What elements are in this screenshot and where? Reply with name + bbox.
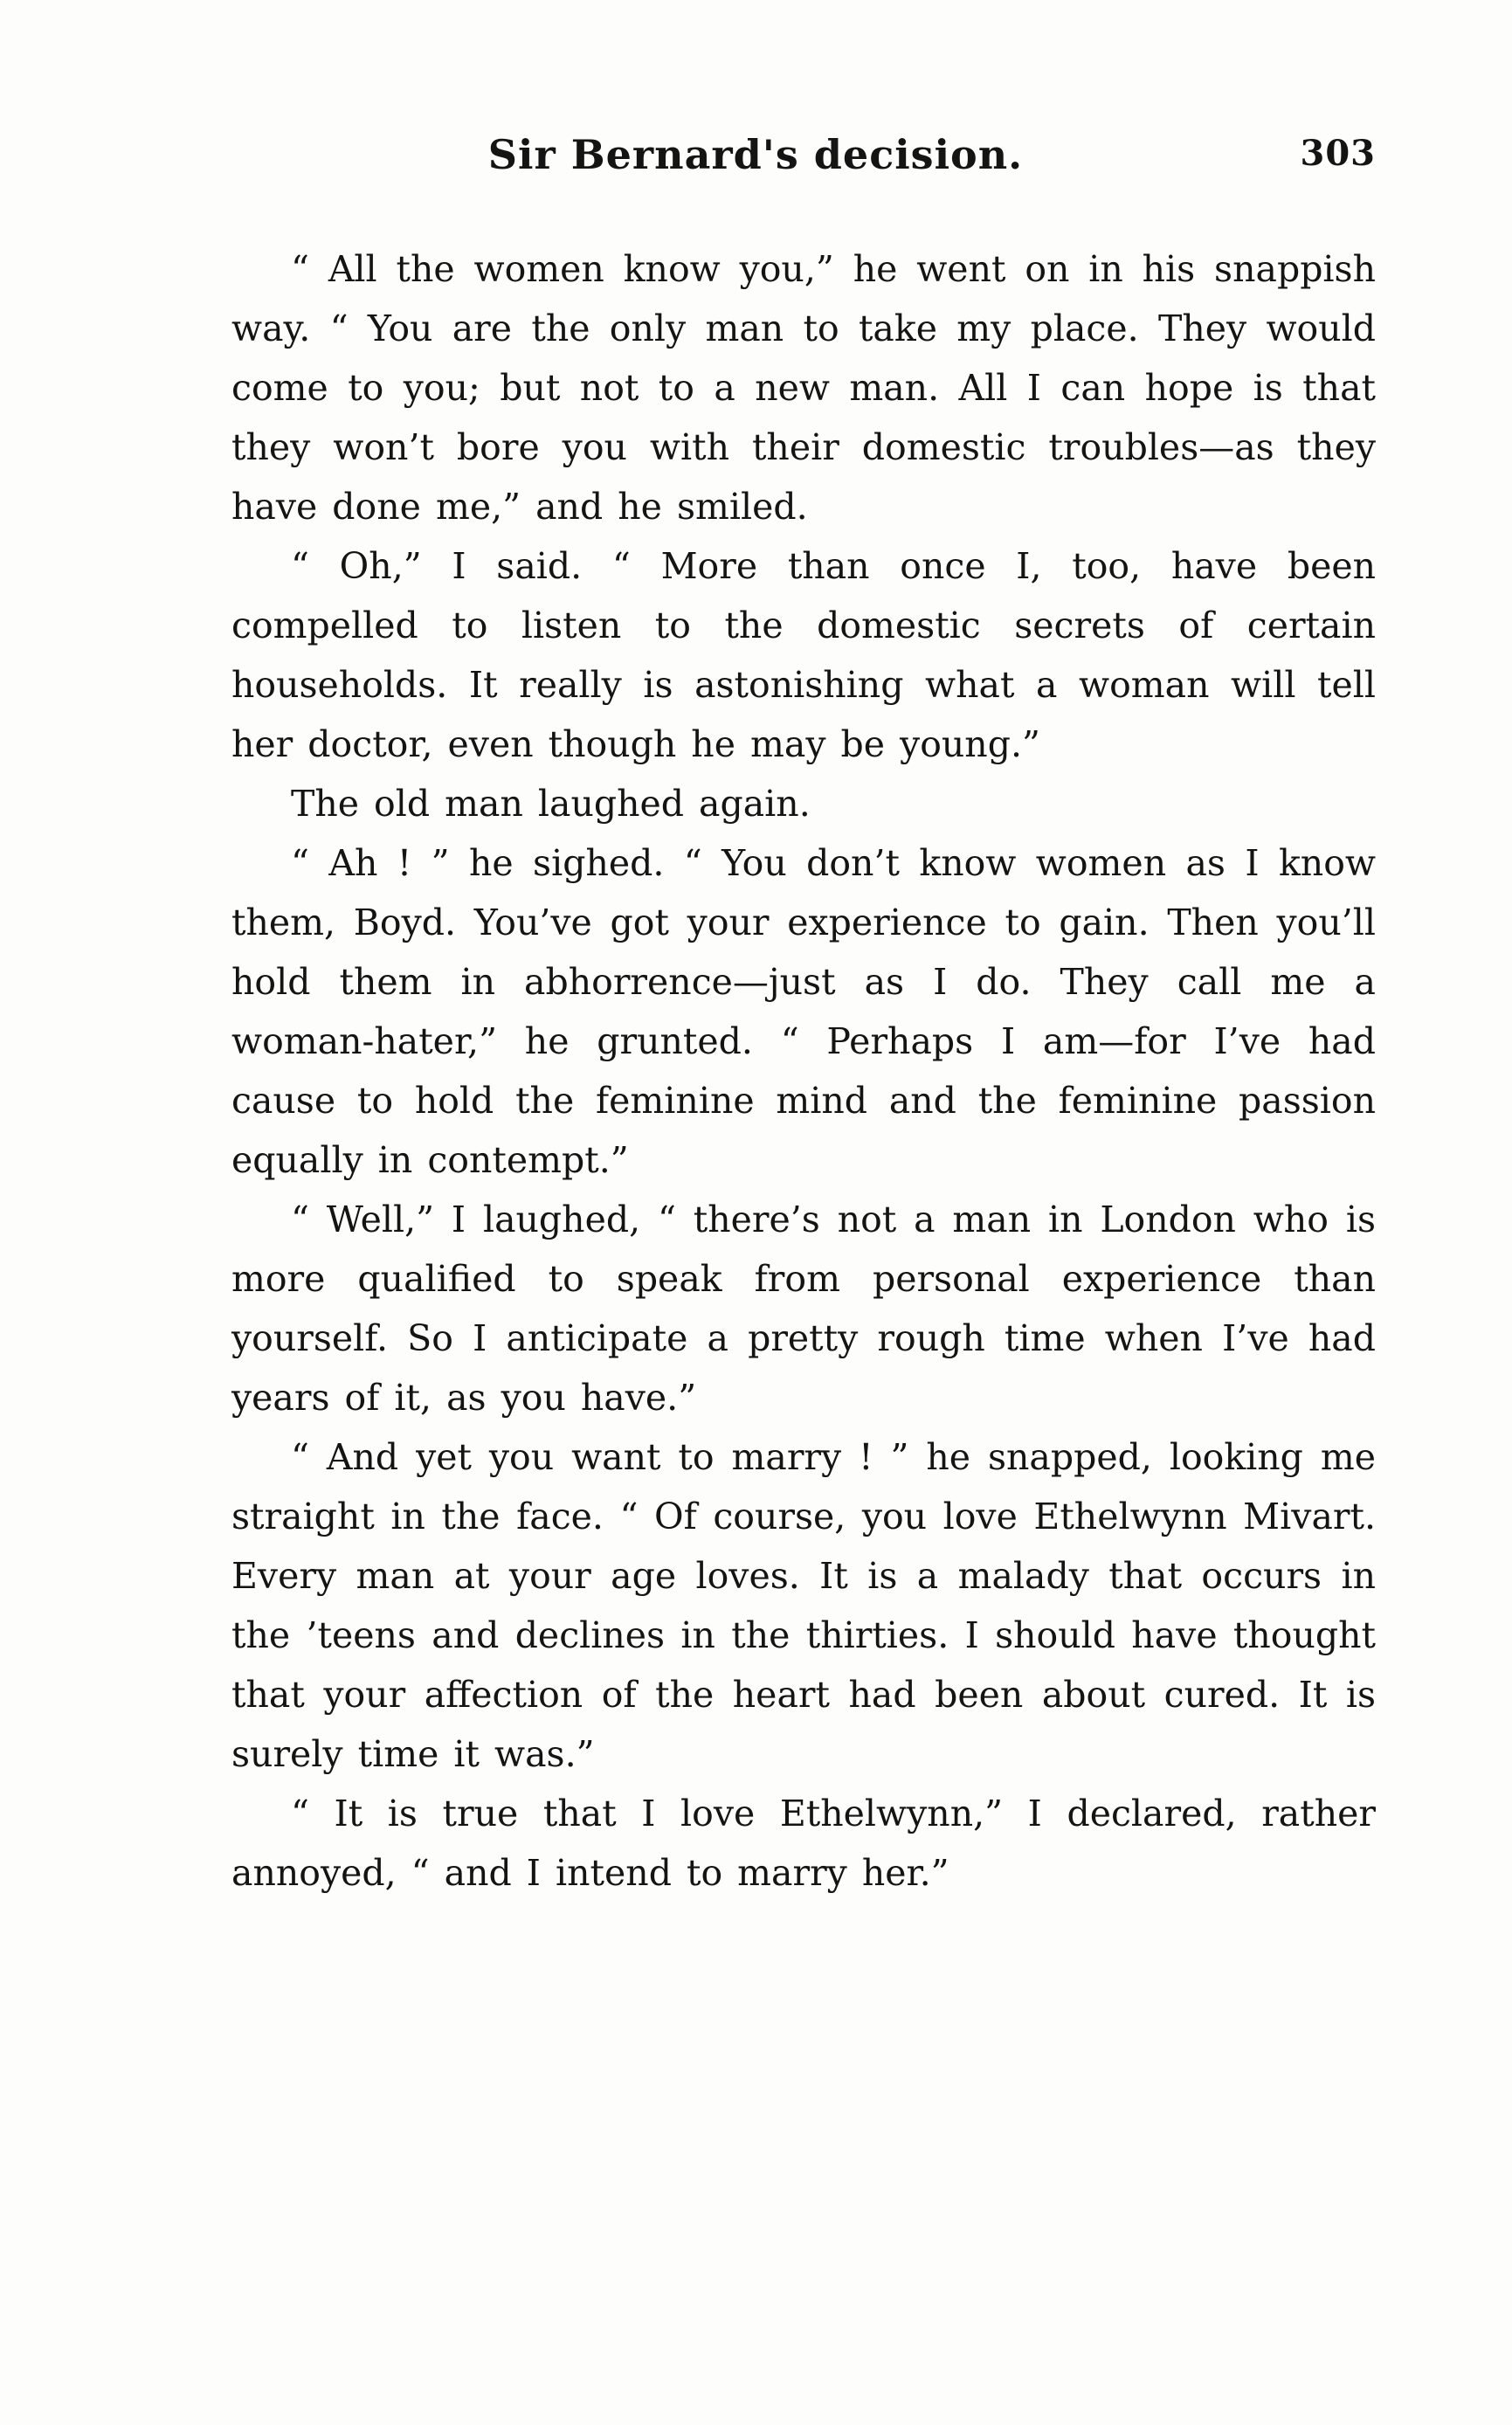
paragraph: The old man laughed again. [291, 783, 811, 825]
paragraph: “ Oh,” I said. “ More than once I, too, have been compelled to listen to the domestic secrets of certain households. It really is astonishing what a woman will tell her doctor, even though he may be young.” [231, 545, 1376, 765]
paragraph: “ Well,” I laughed, “ there’s not a man in London who is more qualified to speak from personal experience than yourself. So I anticipate a pretty rough time when I’ve had years of it, as you have.” [231, 1199, 1376, 1419]
page-number: 303 [1300, 133, 1376, 174]
page-header [231, 131, 1376, 227]
paragraph: “ And yet you want to marry ! ” he snapped, looking me straight in the face. “ Of course, you love Ethelwynn Mivart. Every man at your age loves. It is a malady that occurs in the ’teens and declines in the thirties. I should have thought that your affection of the heart had been about cured. It is surely time it was.” [231, 1436, 1376, 1775]
body-text [231, 239, 1376, 1903]
paragraph: “ All the women know you,” he went on in his snappish way. “ You are the only man to take my place. They would come to you; but not to a new man. All I can hope is that they won’t bore you with their domestic troubles—as they have done me,” and he smiled. [231, 248, 1376, 528]
paragraph: “ It is true that I love Ethelwynn,” I declared, rather annoyed, “ and I intend to marry her.” [231, 1793, 1376, 1894]
page-header-title: Sir Bernard's decision. [487, 131, 1024, 178]
paragraph: “ Ah ! ” he sighed. “ You don’t know women as I know them, Boyd. You’ve got your experience to gain. Then you’ll hold them in abhorrence—just as I do. They call me a woman-hater,” he grunted. “ Perhaps I am—for I’ve had cause to hold the feminine mind and the feminine passion equally in contempt.” [231, 842, 1376, 1181]
text-block [231, 131, 1376, 1903]
